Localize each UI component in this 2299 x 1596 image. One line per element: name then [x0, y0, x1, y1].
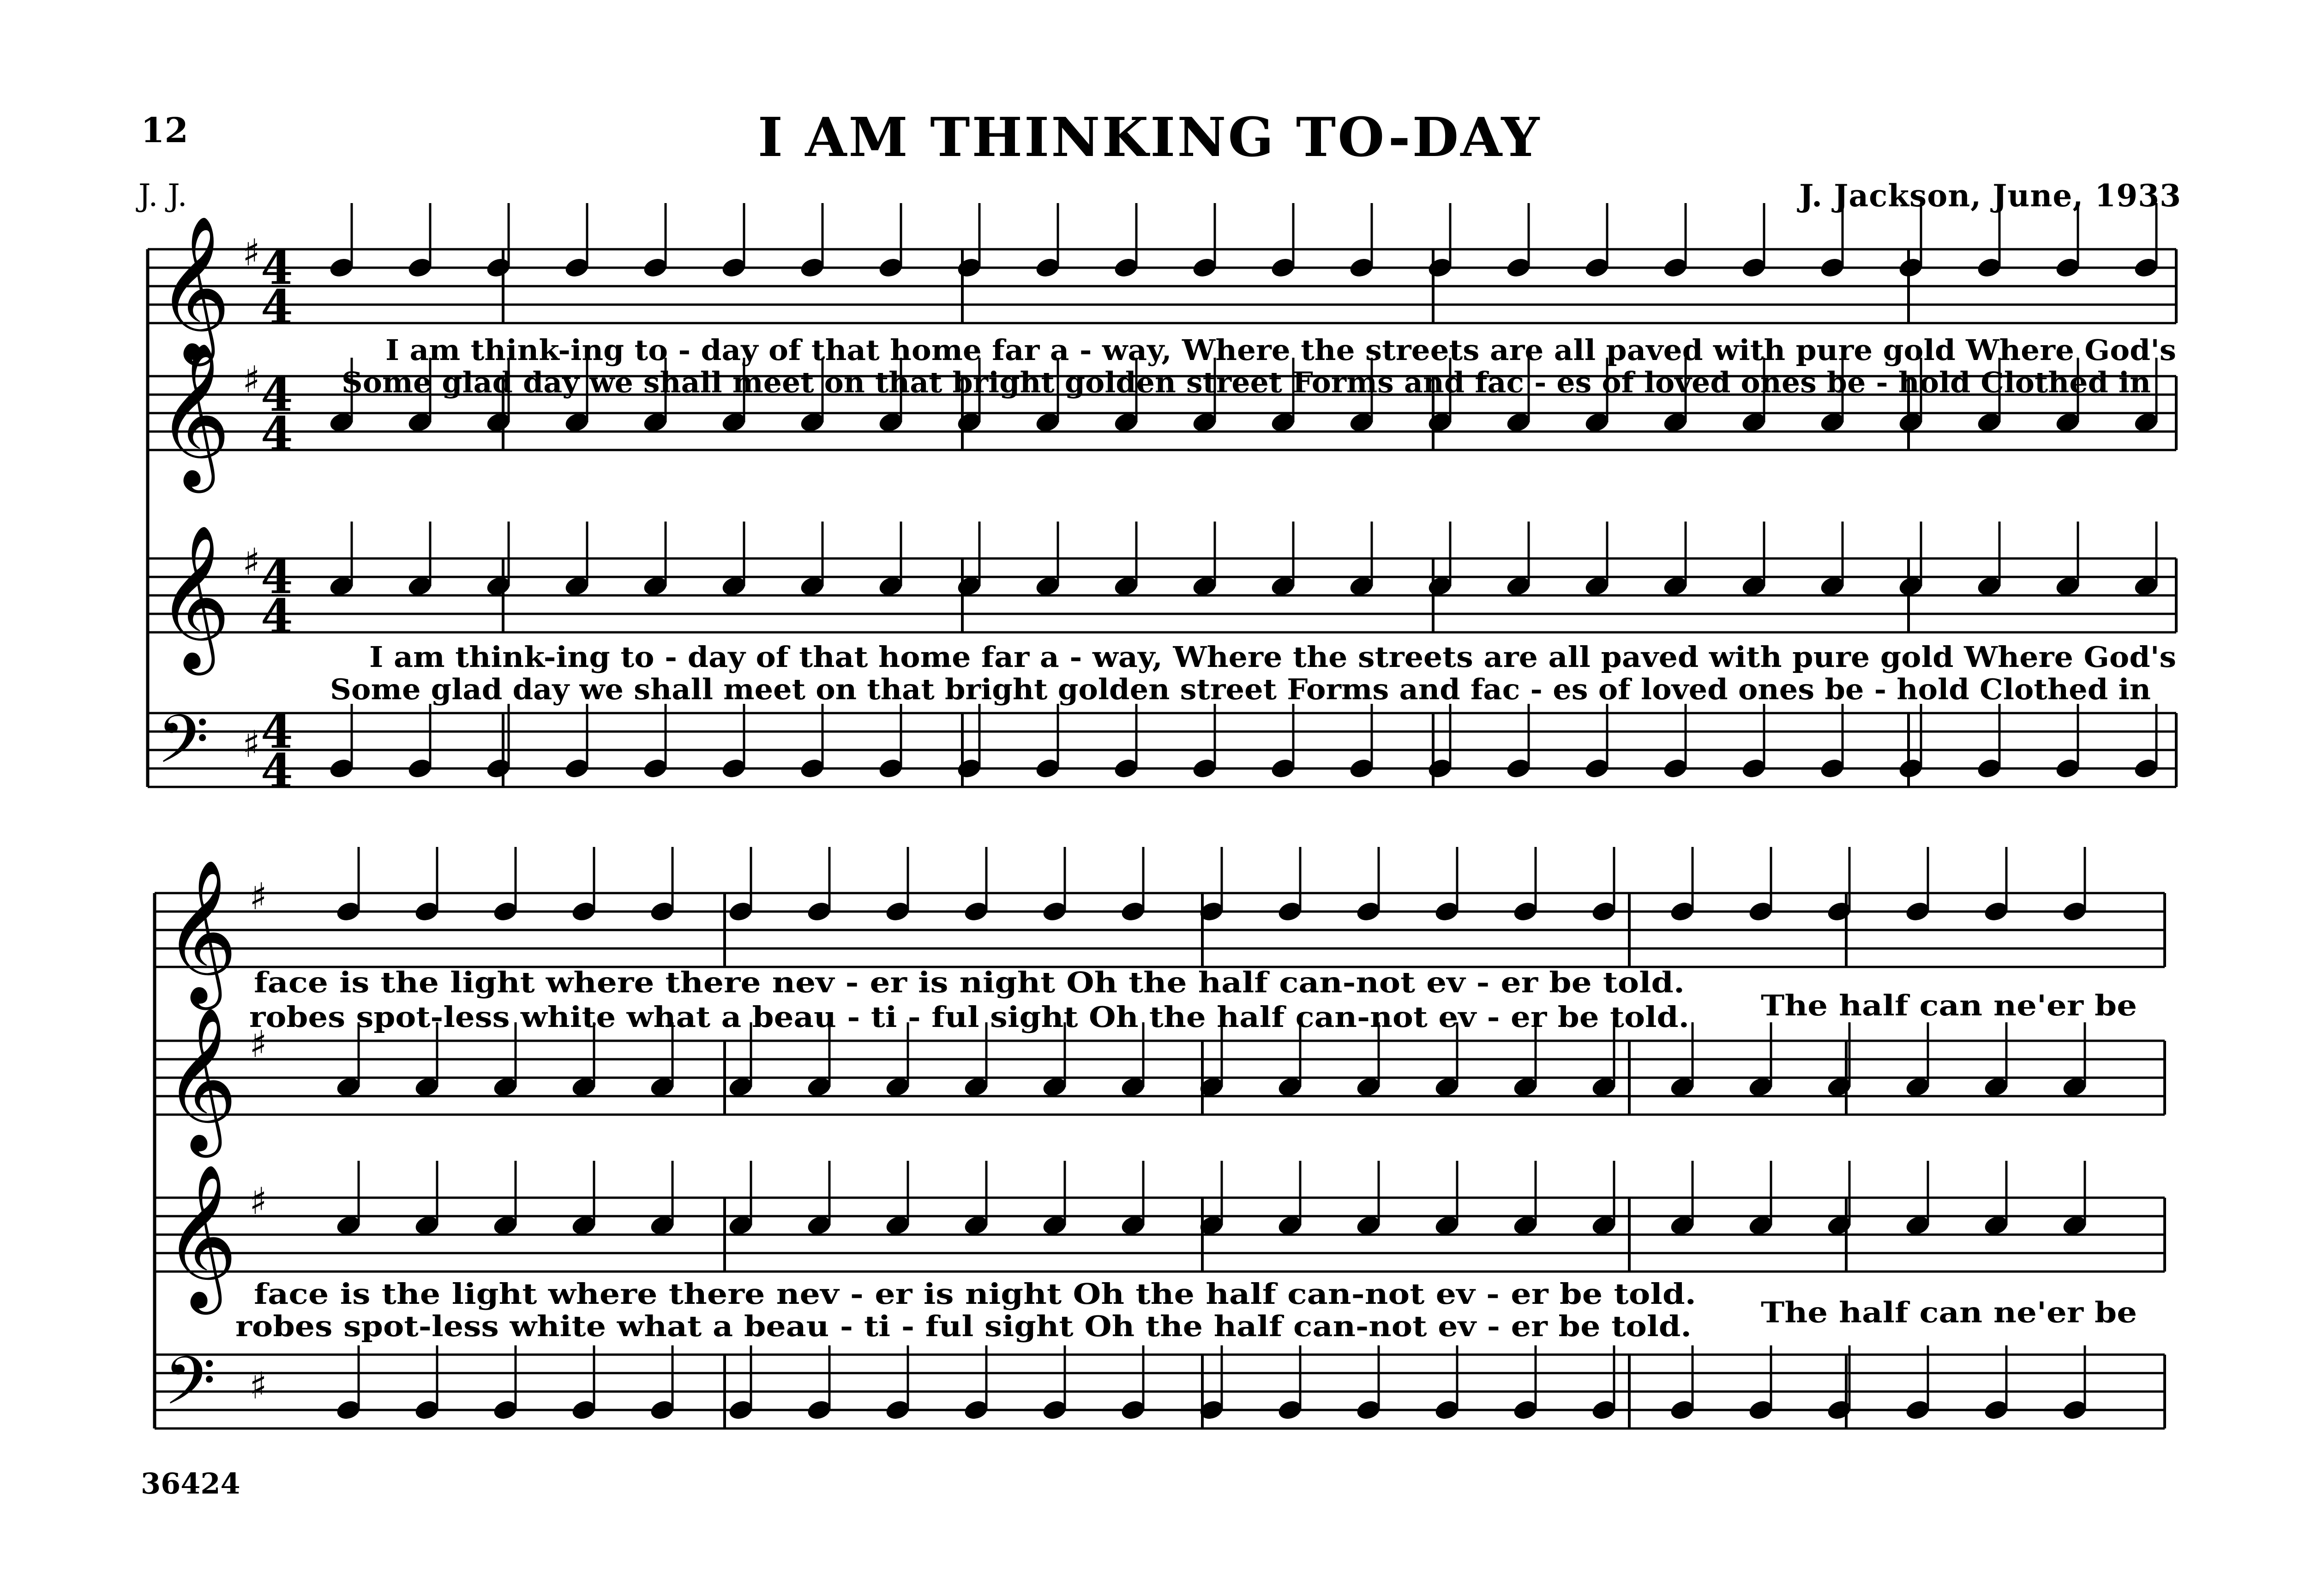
bass-clef-icon: 𝄢: [157, 701, 209, 795]
lyric-line-s2-v3: face is the light where there nev - er is night Oh the half can-not ev - er be told.: [254, 1277, 1696, 1311]
treble-clef-icon: 𝄞: [157, 523, 231, 669]
lyric-line-s2-v2: robes spot-less white what a beau - ti - ful sight Oh the half can-not ev - er be told.: [249, 1000, 1690, 1034]
author-initials: J. J.: [138, 178, 187, 213]
sharp-icon: ♯: [249, 1180, 267, 1223]
time-signature: 4: [261, 550, 293, 604]
time-signature: 4: [261, 744, 293, 798]
time-signature: 4: [261, 280, 293, 334]
time-signature: 4: [261, 704, 293, 759]
refrain-lyric-lower: The half can ne'er be: [1761, 1296, 2137, 1329]
lyric-line-s1-v2: Some glad day we shall meet on that bright golden street Forms and fac - es of loved ones be - hold Clothed in: [342, 366, 2151, 399]
time-signature: 4: [261, 407, 293, 461]
sharp-icon: ♯: [249, 1023, 267, 1066]
treble-clef-icon: 𝄞: [157, 214, 231, 360]
sharp-icon: ♯: [242, 723, 260, 766]
time-signature: 4: [261, 589, 293, 643]
page-title: I AM THINKING TO-DAY: [757, 106, 1542, 169]
bass-clef-icon: 𝄢: [164, 1343, 216, 1436]
treble-clef-icon: 𝄞: [164, 1006, 238, 1151]
refrain-lyric-upper: The half can ne'er be: [1761, 989, 2137, 1022]
composer-credit: J. Jackson, June, 1933: [1799, 178, 2181, 214]
sharp-icon: ♯: [242, 358, 260, 401]
lyric-line-s1-v1: I am think-ing to - day of that home far a - way, Where the streets are all paved with pure gold Where God's: [385, 333, 2176, 367]
time-signature: 4: [261, 367, 293, 422]
sharp-icon: ♯: [242, 540, 260, 583]
treble-clef-icon: 𝄞: [164, 1163, 238, 1308]
catalog-number: 36424: [141, 1467, 240, 1500]
lyric-line-s2-v4: robes spot-less white what a beau - ti - ful sight Oh the half can-not ev - er be told.: [235, 1309, 1692, 1343]
sharp-icon: ♯: [249, 1364, 267, 1407]
treble-clef-icon: 𝄞: [164, 858, 238, 1003]
lyric-line-s1-v3: I am think-ing to - day of that home far a - way, Where the streets are all paved with pure gold Where God's: [369, 640, 2176, 674]
lyric-line-s2-v1: face is the light where there nev - er is night Oh the half can-not ev - er be told.: [254, 966, 1685, 999]
page-number: 12: [141, 111, 188, 150]
sharp-icon: ♯: [242, 231, 260, 274]
sharp-icon: ♯: [249, 875, 267, 918]
time-signature: 4: [261, 240, 293, 295]
treble-clef-icon: 𝄞: [157, 341, 231, 486]
lyric-line-s1-v4: Some glad day we shall meet on that bright golden street Forms and fac - es of loved ones be - hold Clothed in: [330, 672, 2151, 706]
